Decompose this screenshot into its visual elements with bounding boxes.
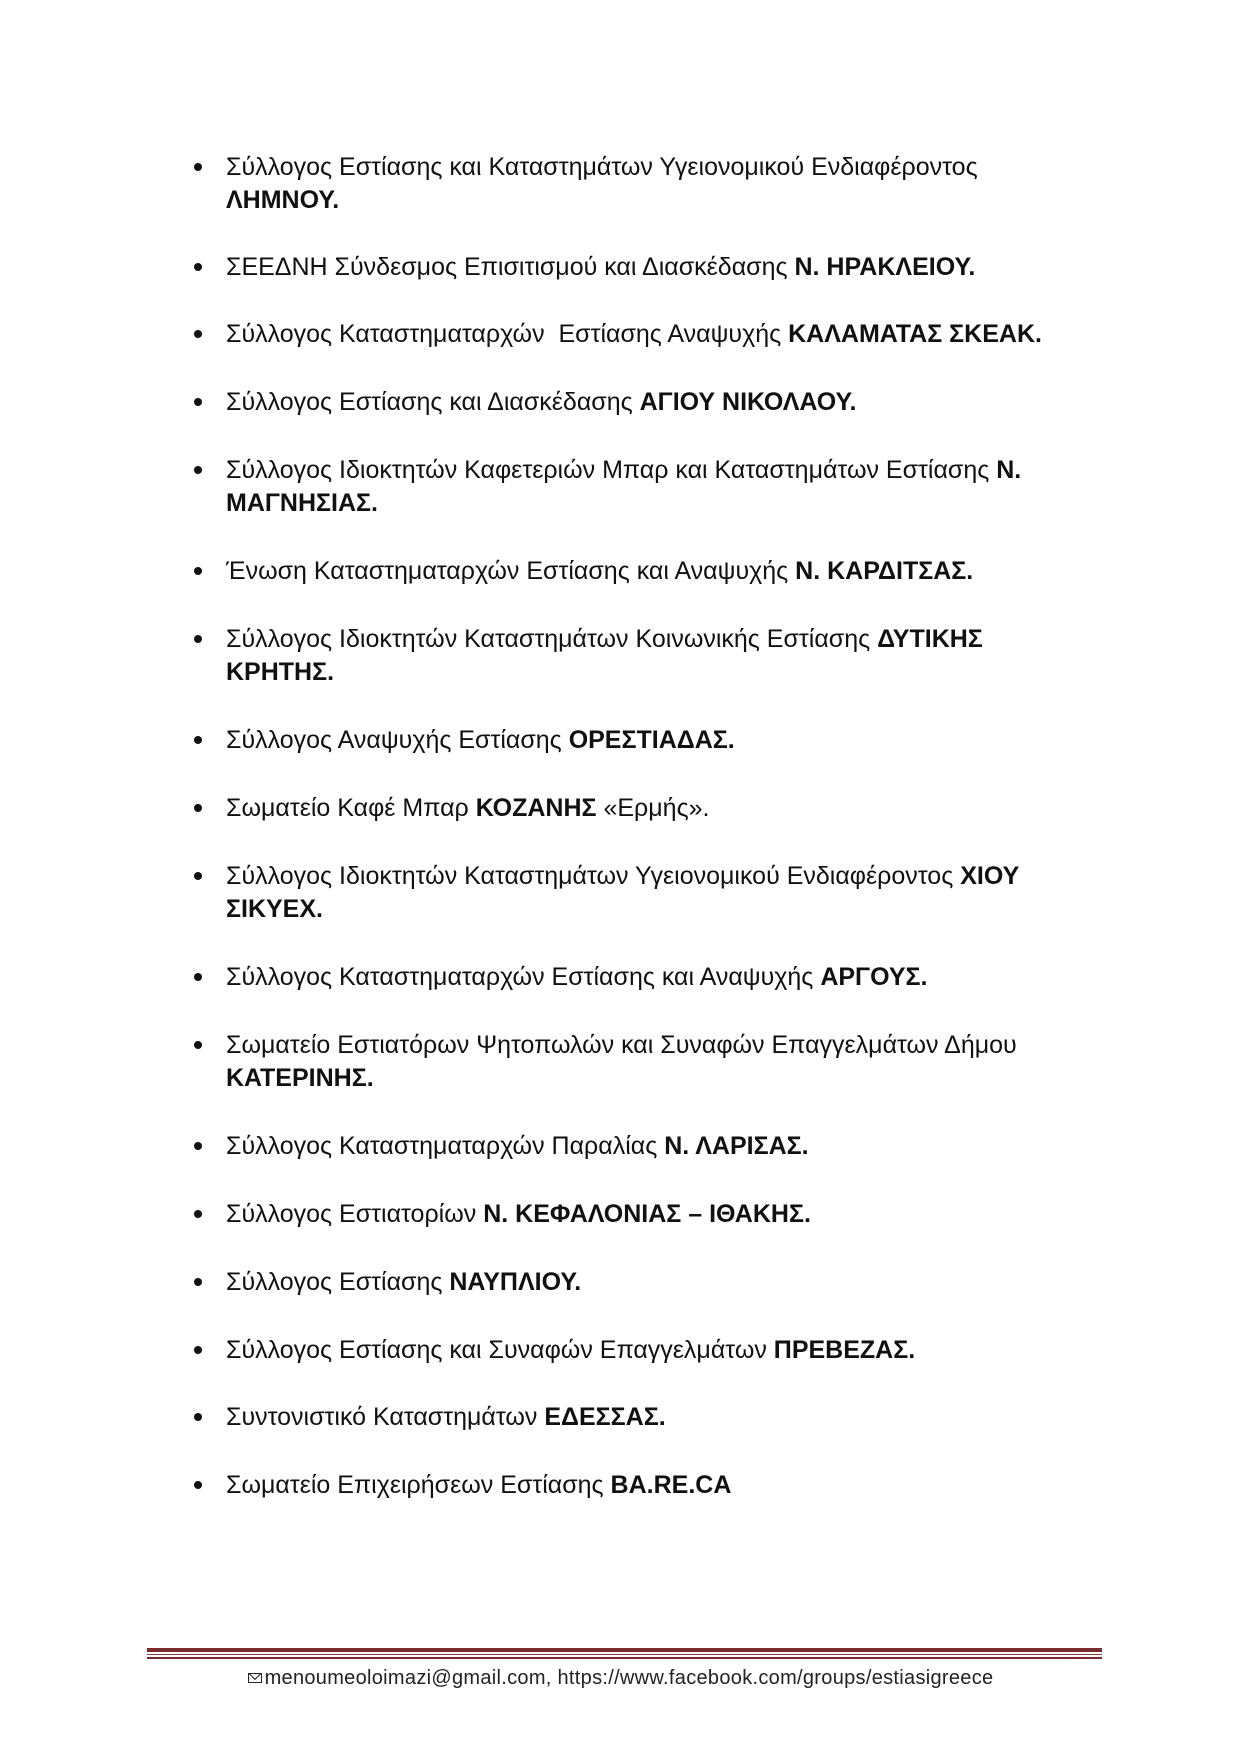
item-region: ΕΔΕΣΣΑΣ. (544, 1403, 666, 1431)
item-region: Ν. ΚΕΦΑΛΟΝΙΑΣ – ΙΘΑΚΗΣ. (483, 1200, 811, 1228)
item-text: Σύλλογος Αναψυχής Εστίασης (226, 726, 569, 754)
item-region: Ν. ΚΑΡΔΙΤΣΑΣ. (795, 557, 974, 585)
item-region: ΝΑΥΠΛΙΟΥ. (449, 1268, 582, 1296)
list-item (226, 318, 1046, 351)
bullet-icon (194, 635, 202, 643)
bullet-icon (194, 1413, 202, 1421)
bullet-icon (194, 398, 202, 406)
item-text: Σύλλογος Εστίασης και Καταστημάτων Υγειονομικού Ενδιαφέροντος (226, 153, 978, 181)
bullet-icon (194, 163, 202, 171)
bullet-icon (194, 872, 202, 880)
bullet-icon (194, 1278, 202, 1286)
item-region: ΛΗΜΝΟΥ. (226, 186, 340, 214)
bullet-icon (194, 736, 202, 744)
item-region: ΧΙΟΥ ΣΙΚΥΕΧ. (226, 862, 1020, 923)
item-region: ΑΓΙΟΥ ΝΙΚΟΛΑΟΥ. (639, 388, 857, 416)
item-region: ΔΥΤΙΚΗΣ ΚΡΗΤΗΣ. (226, 625, 983, 686)
item-text: Σύλλογος Εστίασης (226, 1268, 450, 1296)
item-text: Σωματείο Καφέ Μπαρ (226, 794, 476, 822)
item-text: Συντονιστικό Καταστημάτων (226, 1403, 545, 1431)
bullet-icon (194, 804, 202, 812)
item-region: ΚΟΖΑΝΗΣ (475, 794, 597, 822)
item-text: Σύλλογος Εστίασης και Συναφών Επαγγελμάτων (226, 1336, 774, 1364)
list-item (226, 555, 1046, 588)
list-item (226, 792, 1046, 825)
bullet-icon (194, 263, 202, 271)
item-region: Ν. ΜΑΓΝΗΣΙΑΣ. (226, 456, 1022, 517)
footer-divider-bottom (147, 1657, 1102, 1659)
list-item (226, 1198, 1046, 1231)
list-item (226, 454, 1046, 520)
item-region: Ν. ΗΡΑΚΛΕΙΟΥ. (794, 253, 976, 281)
envelope-icon (248, 1673, 262, 1683)
item-text: Σύλλογος Καταστηματαρχών Εστίασης Αναψυχής (226, 320, 789, 348)
item-region: ΠΡΕΒΕΖΑΣ. (773, 1336, 916, 1364)
bullet-icon (194, 466, 202, 474)
bullet-icon (194, 1210, 202, 1218)
item-text: Σύλλογος Καταστηματαρχών Παραλίας (226, 1132, 665, 1160)
list-item (226, 724, 1046, 757)
item-region: Ν. ΛΑΡΙΣΑΣ. (664, 1132, 809, 1160)
footer-divider-thin (147, 1654, 1102, 1655)
list-item (226, 386, 1046, 419)
bullet-icon (194, 1142, 202, 1150)
bullet-icon (194, 330, 202, 338)
footer-contact-text[interactable]: menoumeoloimazi@gmail.com, https://www.facebook.com/groups/estiasigreece (264, 1667, 994, 1689)
item-text: Σύλλογος Εστιατορίων (226, 1200, 484, 1228)
item-region: ΑΡΓΟΥΣ. (820, 963, 928, 991)
list-item (226, 1469, 1046, 1502)
bullet-icon (194, 1041, 202, 1049)
item-text: Ένωση Καταστηματαρχών Εστίασης και Αναψυχής (226, 557, 796, 585)
list-item (226, 1130, 1046, 1163)
list-item (226, 1266, 1046, 1299)
list-item (226, 961, 1046, 994)
item-text: Σύλλογος Ιδιοκτητών Καφετεριών Μπαρ και Καταστημάτων Εστίασης (226, 456, 997, 484)
item-region: ΚΑΤΕΡΙΝΗΣ. (226, 1064, 374, 1092)
list-item (226, 623, 1046, 689)
list-item (226, 860, 1046, 926)
item-text: Σωματείο Εστιατόρων Ψητοπωλών και Συναφών Επαγγελμάτων Δήμου (226, 1031, 1017, 1059)
item-text: Σύλλογος Καταστηματαρχών Εστίασης και Αναψυχής (226, 963, 821, 991)
footer-divider (147, 1648, 1102, 1652)
item-suffix: «Ερμής». (596, 794, 710, 822)
item-text: Σύλλογος Ιδιοκτητών Καταστημάτων Υγειονομικού Ενδιαφέροντος (226, 862, 961, 890)
list-item (226, 151, 1046, 217)
bullet-icon (194, 1481, 202, 1489)
list-item (226, 251, 1046, 284)
list-item (226, 1401, 1046, 1434)
bullet-icon (194, 973, 202, 981)
bullet-icon (194, 567, 202, 575)
item-region: ΚΑΛΑΜΑΤΑΣ ΣΚΕΑΚ. (788, 320, 1042, 348)
item-region: ΟΡΕΣΤΙΑΔΑΣ. (568, 726, 735, 754)
footer-contact (0, 1667, 1241, 1690)
item-text: ΣΕΕΔΝΗ Σύνδεσμος Επισιτισμού και Διασκέδασης (226, 253, 795, 281)
item-text: Σωματείο Επιχειρήσεων Εστίασης (226, 1471, 611, 1499)
item-region: BA.RE.CA (610, 1471, 732, 1499)
bullet-icon (194, 1346, 202, 1354)
list-item (226, 1029, 1046, 1095)
item-text: Σύλλογος Εστίασης και Διασκέδασης (226, 388, 640, 416)
list-item (226, 1334, 1046, 1367)
item-text: Σύλλογος Ιδιοκτητών Καταστημάτων Κοινωνικής Εστίασης (226, 625, 878, 653)
